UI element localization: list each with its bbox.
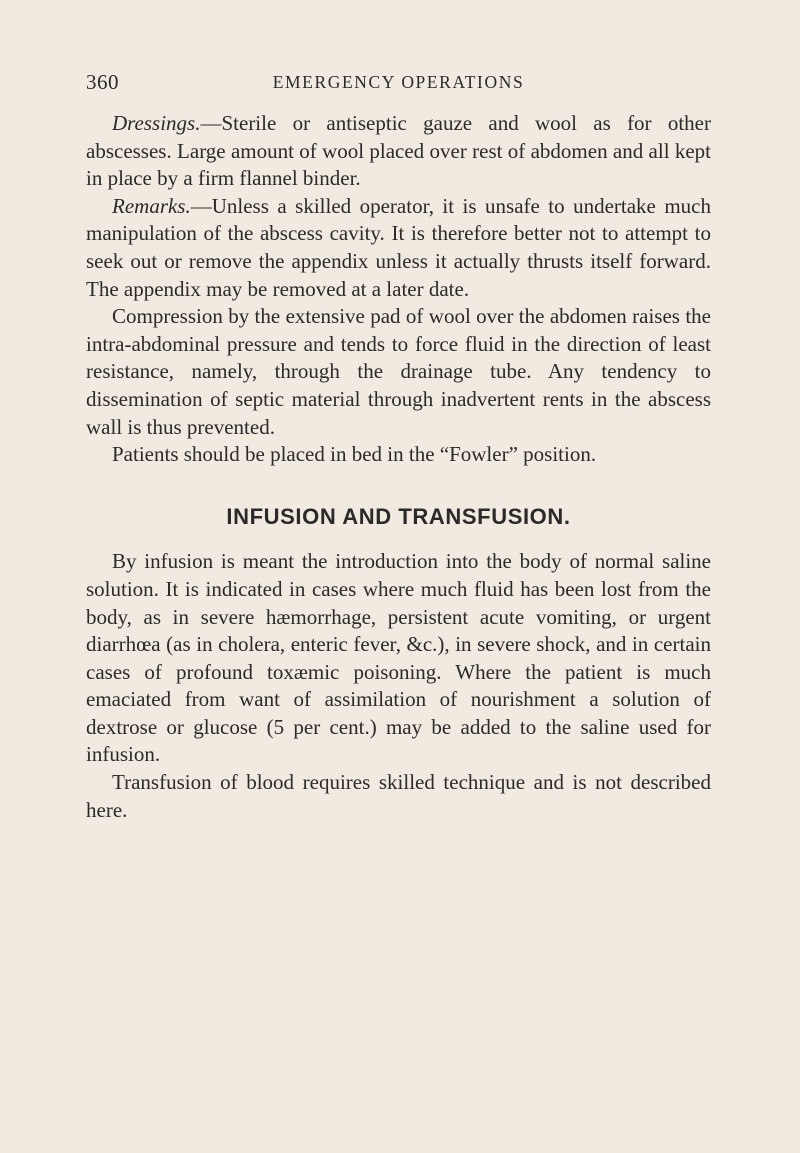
paragraph-compression: Compression by the extensive pad of wool over the abdomen raises the intra-abdominal pressure and tends to force fluid in the direction of least resistance, namely, through the drainage tube. Any tendency to dissemination of septic material through inadvertent rents in the abscess wall is thus prevented. <box>86 304 711 439</box>
dressings-text: —Sterile or antiseptic gauze and wool as for other abscesses. Large amount of wool placed over rest of abdomen and all kept in place by a firm flannel binder. <box>86 111 711 191</box>
body-text <box>86 110 711 824</box>
running-title: EMERGENCY OPERATIONS <box>272 72 525 92</box>
remarks-lead: Remarks. <box>112 193 191 218</box>
paragraph-transfusion: Transfusion of blood requires skilled technique and is not described here. <box>86 770 711 822</box>
section-heading-infusion: INFUSION AND TRANSFUSION. <box>226 503 571 529</box>
remarks-text: —Unless a skilled operator, it is unsafe to undertake much manipulation of the abscess cavity. It is therefore better not to attempt to seek out or remove the appendix unless it actually thrusts itself forward. The appendix may be removed at a later date. <box>86 193 711 301</box>
paragraph-remarks <box>86 193 711 303</box>
dressings-lead: Dressings. <box>112 111 201 135</box>
paragraph-fowler-position: Patients should be placed in bed in the “Fowler” position. <box>112 442 597 467</box>
book-page <box>86 70 711 824</box>
running-head <box>86 70 711 110</box>
paragraph-dressings <box>86 110 711 193</box>
paragraph-infusion: By infusion is meant the introduction into the body of normal saline solution. It is indicated in cases where much fluid has been lost from the body, as in severe hæmorrhage, persistent acute vomiting, or urgent diarrhœa (as in cholera, enteric fever, &c.), in severe shock, and in certain cases of profound toxæmic poisoning. Where the patient is much emaciated from want of assimilation of nourishment a solution of dextrose or glucose (5 per cent.) may be added to the saline used for infusion. <box>86 549 711 767</box>
page-number: 360 <box>86 70 119 94</box>
